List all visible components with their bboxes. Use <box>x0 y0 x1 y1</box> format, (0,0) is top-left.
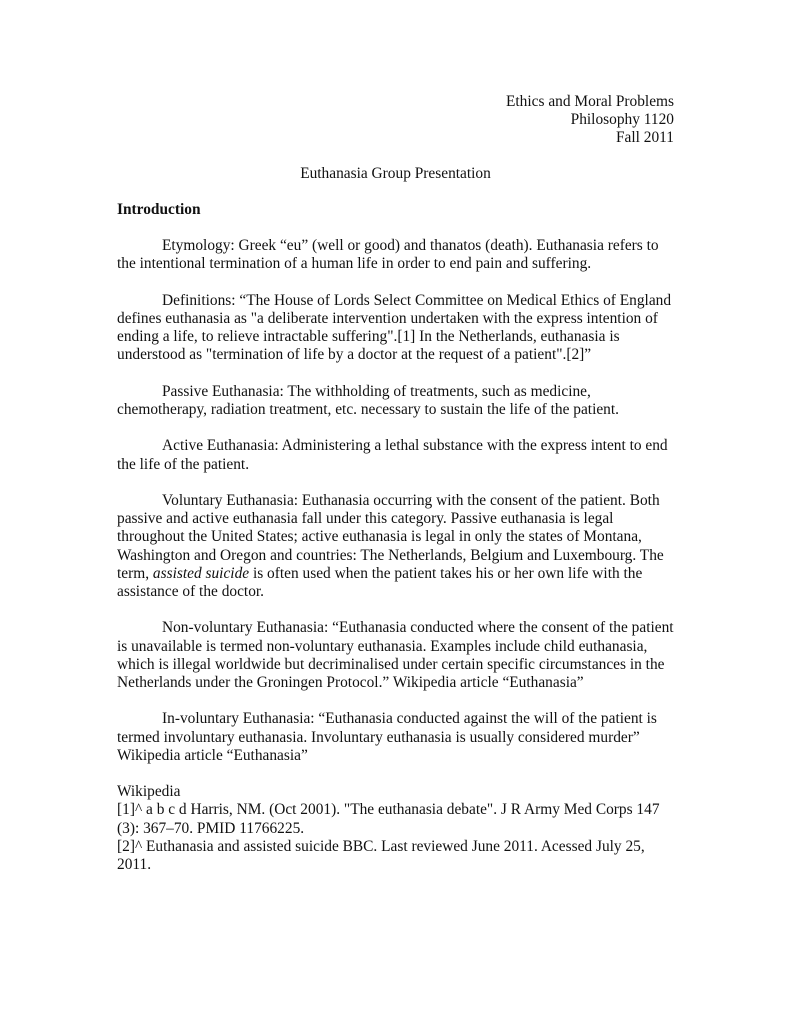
document-title: Euthanasia Group Presentation <box>300 165 491 182</box>
paragraph-non-voluntary-euthanasia: Non-voluntary Euthanasia: “Euthanasia conducted where the consent of the patient is unavailable is termed non-voluntary euthanasia. Examples include child euthanasia, which is illegal worldwide but decriminalised under certain specific circumstances in the Netherlands under the Groningen Protocol.” Wikipedia article “Euthanasia” <box>117 619 674 691</box>
paragraph-etymology: Etymology: Greek “eu” (well or good) and thanatos (death). Euthanasia refers to the intentional termination of a human life in order to end pain and suffering. <box>117 237 659 273</box>
course-header <box>506 93 674 148</box>
section-heading: Introduction <box>117 201 201 218</box>
course-number: Philosophy 1120 <box>570 111 674 129</box>
reference-2: [2]^ Euthanasia and assisted suicide BBC. Last reviewed June 2011. Acessed July 25, 2011. <box>117 837 645 873</box>
reference-1: [1]^ a b c d Harris, NM. (Oct 2001). "The euthanasia debate". J R Army Med Corps 147 (3): 367–70. PMID 11766225. <box>117 801 660 837</box>
paragraph-active-euthanasia: Active Euthanasia: Administering a lethal substance with the express intent to end the life of the patient. <box>117 437 668 473</box>
paragraph-voluntary-euthanasia <box>117 492 677 601</box>
paragraph-involuntary-euthanasia: In-voluntary Euthanasia: “Euthanasia conducted against the will of the patient is termed involuntary euthanasia. Involuntary euthanasia is usually considered murder” Wikipedia article “Euthanasia” <box>117 710 657 764</box>
course-name: Ethics and Moral Problems <box>506 93 674 110</box>
voluntary-italic-term: assisted suicide <box>152 564 250 582</box>
course-term: Fall 2011 <box>615 129 674 147</box>
paragraph-passive-euthanasia: Passive Euthanasia: The withholding of treatments, such as medicine, chemotherapy, radiation treatment, etc. necessary to sustain the life of the patient. <box>117 382 619 418</box>
voluntary-text-start: Voluntary Euthanasia: Euthanasia occurring with the consent of the patient. Both passive and active euthanasia fall under this category. Passive euthanasia is legal throughout the United States; active euthanasia is legal in only the states of Montana, Washington and Oregon and countries: The Netherlands, Belgium and Luxembourg. The term, <box>117 491 664 582</box>
paragraph-definitions: Definitions: “The House of Lords Select Committee on Medical Ethics of England defines euthanasia as "a deliberate intervention undertaken with the express intention of ending a life, to relieve intractable suffering".[1] In the Netherlands, euthanasia is understood as "termination of life by a doctor at the request of a patient".[2]” <box>117 291 672 364</box>
references-source: Wikipedia <box>117 783 181 801</box>
voluntary-text-end: is often used when the patient takes his or her own life with the assistance of the doctor. <box>117 564 643 600</box>
references-section <box>117 783 677 874</box>
document-body <box>117 201 677 874</box>
